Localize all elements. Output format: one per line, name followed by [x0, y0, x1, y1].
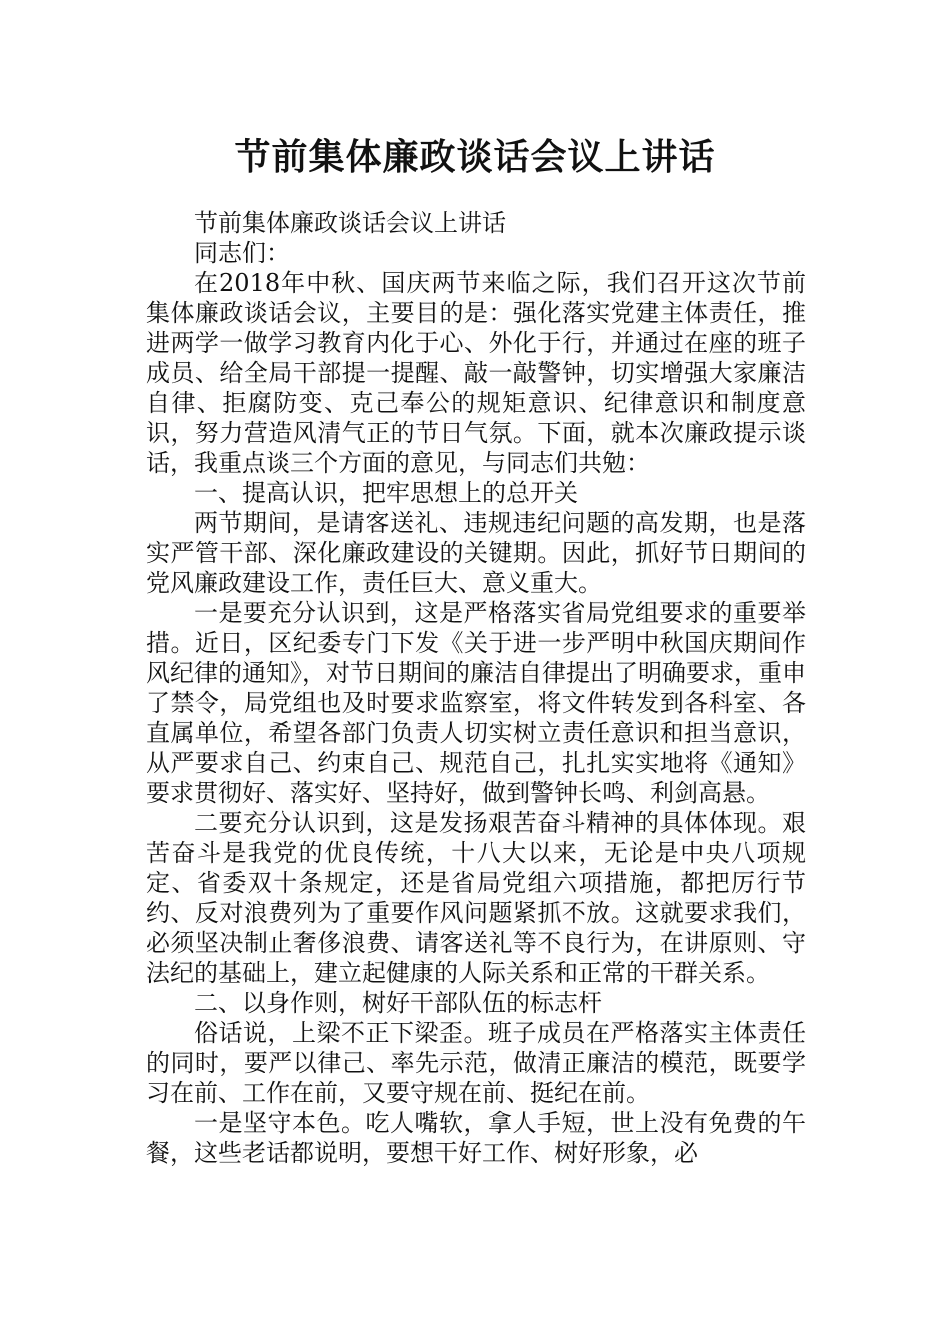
body-paragraph: 一是要充分认识到，这是严格落实省局党组要求的重要举措。近日，区纪委专门下发《关于进一步严明中秋国庆期间作风纪律的通知》，对节日期间的廉洁自律提出了明确要求，重申了禁令，局党组也及时要求监察室，将文件转发到各科室、各直属单位，希望各部门负责人切实树立责任意识和担当意识，从严要求自己、约束自己、规范自己，扎扎实实地将《通知》要求贯彻好、落实好、坚持好，做到警钟长鸣、利剑高悬。 [146, 599, 806, 807]
section-heading: 一、提高认识，把牢思想上的总开关 [194, 479, 578, 507]
body-paragraph: 俗话说，上梁不正下梁歪。班子成员在严格落实主体责任的同时，要严以律己、率先示范，做清正廉洁的模范，既要学习在前、工作在前，又要守规在前、挺纪在前。 [146, 1019, 806, 1107]
body-paragraph: 二要充分认识到，这是发扬艰苦奋斗精神的具体体现。艰苦奋斗是我党的优良传统，十八大以来，无论是中央八项规定、省委双十条规定，还是省局党组六项措施，都把厉行节约、反对浪费列为了重要作风问题紧抓不放。这就要求我们，必须坚决制止奢侈浪费、请客送礼等不良行为，在讲原则、守法纪的基础上，建立起健康的人际关系和正常的干群关系。 [146, 809, 806, 987]
body-paragraph: 两节期间，是请客送礼、违规违纪问题的高发期，也是落实严管干部、深化廉政建设的关键期。因此，抓好节日期间的党风廉政建设工作，责任巨大、意义重大。 [146, 509, 806, 597]
section-heading: 二、以身作则，树好干部队伍的标志杆 [194, 989, 602, 1017]
body-paragraph: 在2018年中秋、国庆两节来临之际，我们召开这次节前集体廉政谈话会议，主要目的是：强化落实党建主体责任，推进两学一做学习教育内化于心、外化于行，并通过在座的班子成员、给全局干部提一提醒、敲一敲警钟，切实增强大家廉洁自律、拒腐防变、克己奉公的规矩意识、纪律意识和制度意识，努力营造风清气正的节日气氛。下面，就本次廉政提示谈话，我重点谈三个方面的意见，与同志们共勉： [146, 269, 806, 477]
salutation-paragraph: 同志们： [194, 239, 290, 267]
subtitle-paragraph: 节前集体廉政谈话会议上讲话 [194, 209, 506, 237]
document-title: 节前集体廉政谈话会议上讲话 [234, 136, 716, 178]
document-body [146, 208, 806, 1168]
body-paragraph: 一是坚守本色。吃人嘴软，拿人手短，世上没有免费的午餐，这些老话都说明，要想干好工作、树好形象，必 [146, 1109, 806, 1167]
